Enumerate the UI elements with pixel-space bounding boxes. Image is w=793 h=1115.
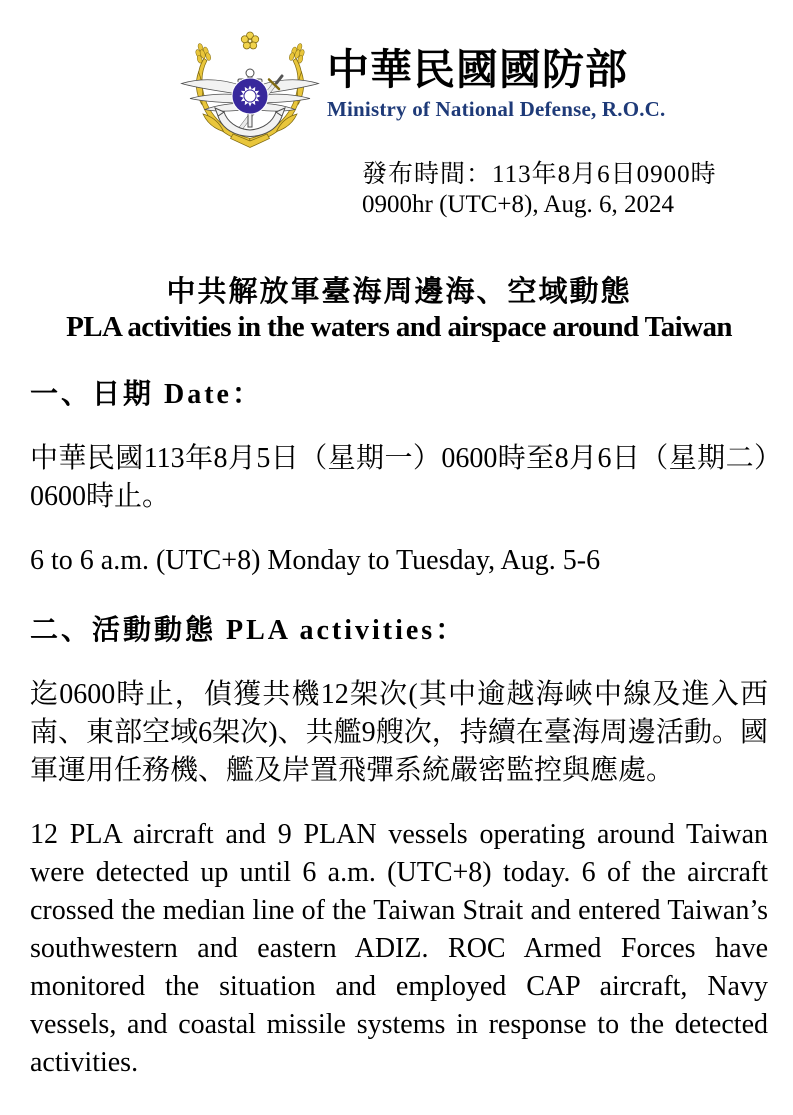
activities-text-en: 12 PLA aircraft and 9 PLAN vessels operating around Taiwan were detected up until 6 a.m. (UTC+8) today. 6 of the aircraft crossed the median line of the Taiwan Strait and entered Taiwan’s southwestern and eastern ADIZ. ROC Armed Forces have monitored the situation and employed CAP aircraft, Navy vessels, and coastal missile systems in response to the detected activities. xyxy=(30,819,768,1078)
sun-disc-icon xyxy=(232,78,268,114)
release-time-en: 0900hr (UTC+8), Aug. 6, 2024 xyxy=(362,191,674,218)
plum-blossom xyxy=(241,32,259,49)
mnd-emblem-icon xyxy=(175,28,325,148)
org-name-block xyxy=(327,28,666,121)
section-date xyxy=(30,376,768,580)
date-text-zh: 中華民國113年8月5日（星期一）0600時至8月6日（星期二）0600時止。 xyxy=(30,443,768,512)
activities-text-zh: 迄0600時止，偵獲共機12架次(其中逾越海峽中線及進入西南、東部空域6架次)、共艦9艘次，持續在臺海周邊活動。國軍運用任務機、艦及岸置飛彈系統嚴密監控與應處。 xyxy=(30,679,768,786)
release-time-block xyxy=(362,160,768,220)
date-text-en: 6 to 6 a.m. (UTC+8) Monday to Tuesday, Aug. 5-6 xyxy=(30,545,601,576)
document-title-en: PLA activities in the waters and airspace around Taiwan xyxy=(66,311,732,343)
header xyxy=(175,28,768,148)
section-activities xyxy=(30,612,768,1082)
section-date-heading: 一、日期 Date： xyxy=(30,379,263,410)
section-activities-heading: 二、活動動態 PLA activities： xyxy=(30,615,467,646)
org-name-en: Ministry of National Defense, R.O.C. xyxy=(327,97,666,121)
release-time-zh: 發布時間：113年8月6日0900時 xyxy=(362,161,717,188)
document-title-zh: 中共解放軍臺海周邊海、空域動態 xyxy=(166,276,632,308)
document-title xyxy=(30,276,768,344)
org-name-zh: 中華民國國防部 xyxy=(327,48,629,94)
